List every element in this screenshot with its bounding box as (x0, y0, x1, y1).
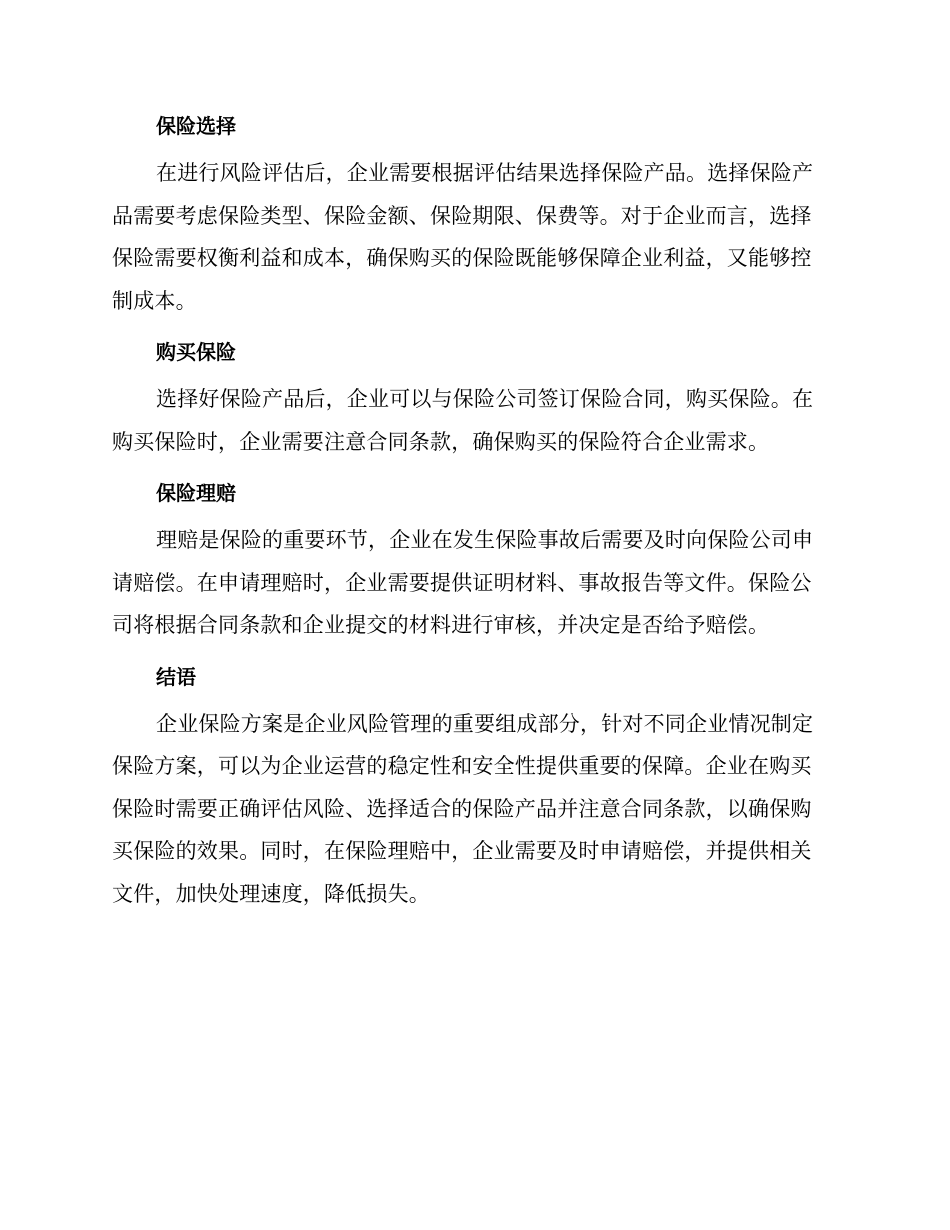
paragraph-line: 制成本。 (112, 288, 197, 313)
paragraph-line: 司将根据合同条款和企业提交的材料进行审核，并决定是否给予赔偿。 (112, 613, 770, 637)
section-buy-insurance (112, 330, 832, 463)
paragraph (112, 152, 832, 322)
section-heading: 结语 (156, 664, 196, 689)
paragraph-line: 购买保险时，企业需要注意合同条款，确保购买的保险符合企业需求。 (112, 429, 770, 454)
section-heading: 保险选择 (156, 114, 236, 138)
section-heading: 保险理赔 (156, 481, 236, 505)
section-claims (112, 471, 832, 647)
paragraph (112, 378, 832, 463)
paragraph-line: 选择好保险产品后，企业可以与保险公司签订保险合同，购买保险。在 (156, 387, 814, 411)
paragraph-line: 保险需要权衡利益和成本，确保购买的保险既能够保障企业利益，又能够控 (112, 246, 812, 270)
paragraph (112, 519, 832, 647)
section-conclusion (112, 655, 832, 916)
document-page (112, 104, 832, 923)
paragraph-line: 理赔是保险的重要环节，企业在发生保险事故后需要及时向保险公司申 (156, 528, 814, 552)
paragraph-line: 保险时需要正确评估风险、选择适合的保险产品并注意合同条款，以确保购 (112, 796, 812, 821)
paragraph-line: 品需要考虑保险类型、保险金额、保险期限、保费等。对于企业而言，选择 (112, 203, 812, 228)
paragraph-line: 企业保险方案是企业风险管理的重要组成部分，针对不同企业情况制定 (156, 711, 814, 736)
paragraph-line: 请赔偿。在申请理赔时，企业需要提供证明材料、事故报告等文件。保险公 (112, 570, 812, 595)
paragraph (112, 703, 832, 916)
section-insurance-selection (112, 104, 832, 322)
paragraph-line: 买保险的效果。同时，在保险理赔中，企业需要及时申请赔偿，并提供相关 (112, 839, 812, 863)
paragraph-line: 在进行风险评估后，企业需要根据评估结果选择保险产品。选择保险产 (156, 161, 814, 185)
paragraph-line: 文件，加快处理速度，降低损失。 (112, 881, 430, 906)
section-heading: 购买保险 (156, 340, 236, 364)
paragraph-line: 保险方案，可以为企业运营的稳定性和安全性提供重要的保障。企业在购买 (112, 754, 812, 778)
